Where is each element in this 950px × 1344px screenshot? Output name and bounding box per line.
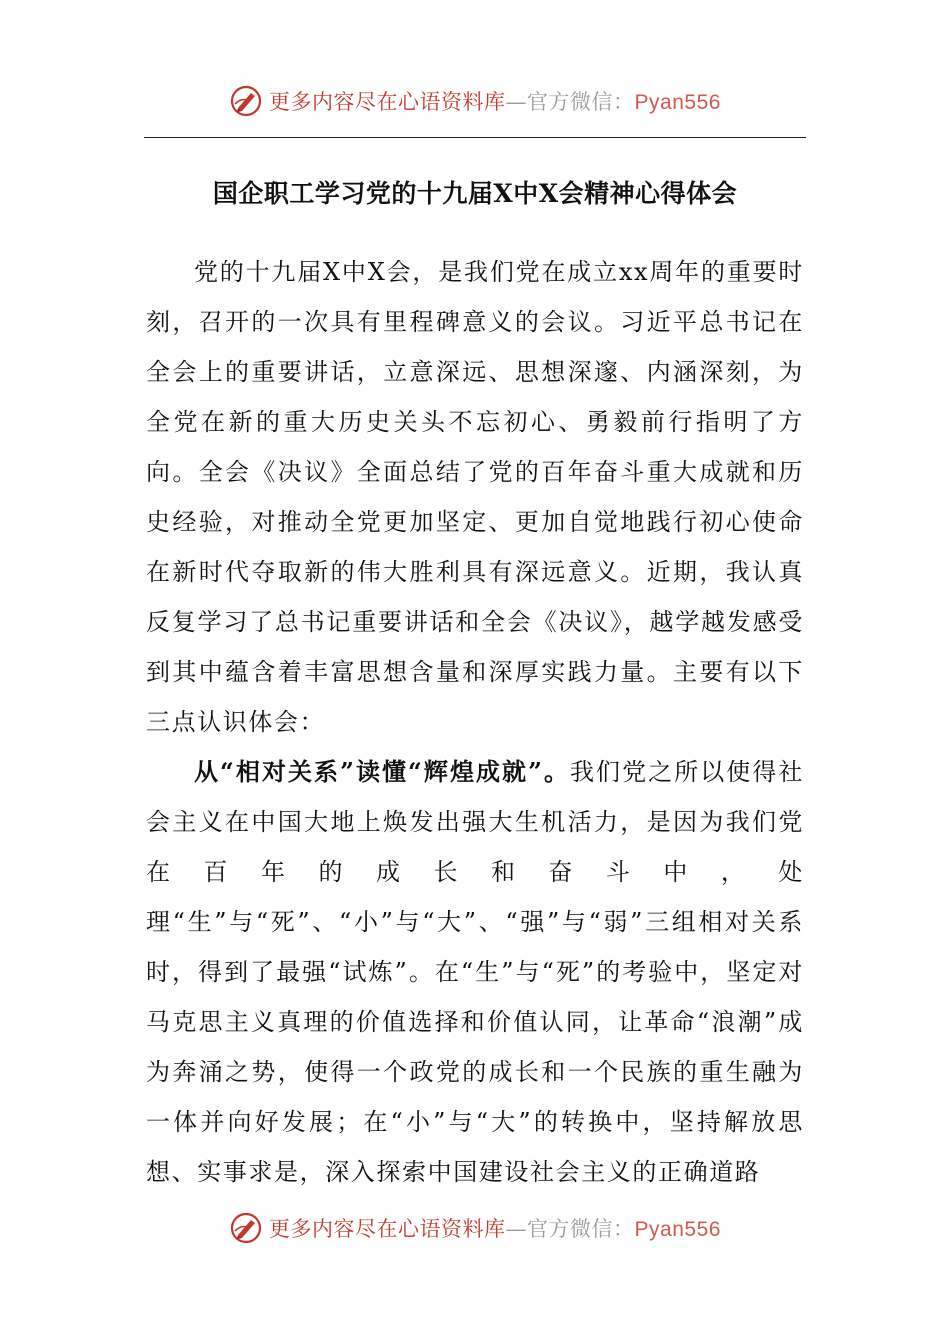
pen-seal-logo-icon	[229, 84, 263, 118]
footer-banner-text: 更多内容尽在心语资料库—官方微信：Pyan556	[269, 1217, 721, 1241]
paragraph-section-1	[146, 747, 804, 1197]
pen-seal-logo-icon	[229, 1211, 263, 1245]
paragraph-intro: 党的十九届X中X会，是我们党在成立xx周年的重要时刻，召开的一次具有里程碑意义的会议。习近平总书记在全会上的重要讲话，立意深远、思想深邃、内涵深刻，为全党在新的重大历史关头不忘初心、勇毅前行指明了方向。全会《决议》全面总结了党的百年奋斗重大成就和历史经验，对推动全党更加坚定、更加自觉地践行初心使命在新时代夺取新的伟大胜利具有深远意义。近期，我认真反复学习了总书记重要讲话和全会《决议》，越学越发感受到其中蕴含着丰富思想含量和深厚实践力量。主要有以下三点认识体会：	[146, 258, 804, 736]
section-body: 我们党之所以使得社会主义在中国大地上焕发出强大生机活力，是因为我们党在百年的成长和奋斗中，处理“生”与“死”、“小”与“大”、“强”与“弱”三组相对关系时，得到了最强“试炼”。在“生”与“死”的考验中，坚定对马克思主义真理的价值选择和价值认同，让革命“浪潮”成为奔涌之势，使得一个政党的成长和一个民族的重生融为一体并向好发展；在“小”与“大”的转换中，坚持解放思想、实事求是，深入探索中国建设社会主义的正确道路	[146, 758, 804, 1186]
header-banner-text: 更多内容尽在心语资料库—官方微信：Pyan556	[269, 90, 721, 114]
header-banner	[0, 84, 950, 118]
footer-banner-handle: Pyan556	[634, 1218, 721, 1241]
header-banner-handle: Pyan556	[634, 91, 721, 114]
section-heading: 从“相对关系”读懂“辉煌成就”。	[194, 757, 570, 786]
document-title: 国企职工学习党的十九届X中X会精神心得体会	[212, 179, 738, 208]
header-divider	[144, 137, 806, 138]
footer-banner	[0, 1211, 950, 1245]
document-body	[146, 247, 804, 1197]
